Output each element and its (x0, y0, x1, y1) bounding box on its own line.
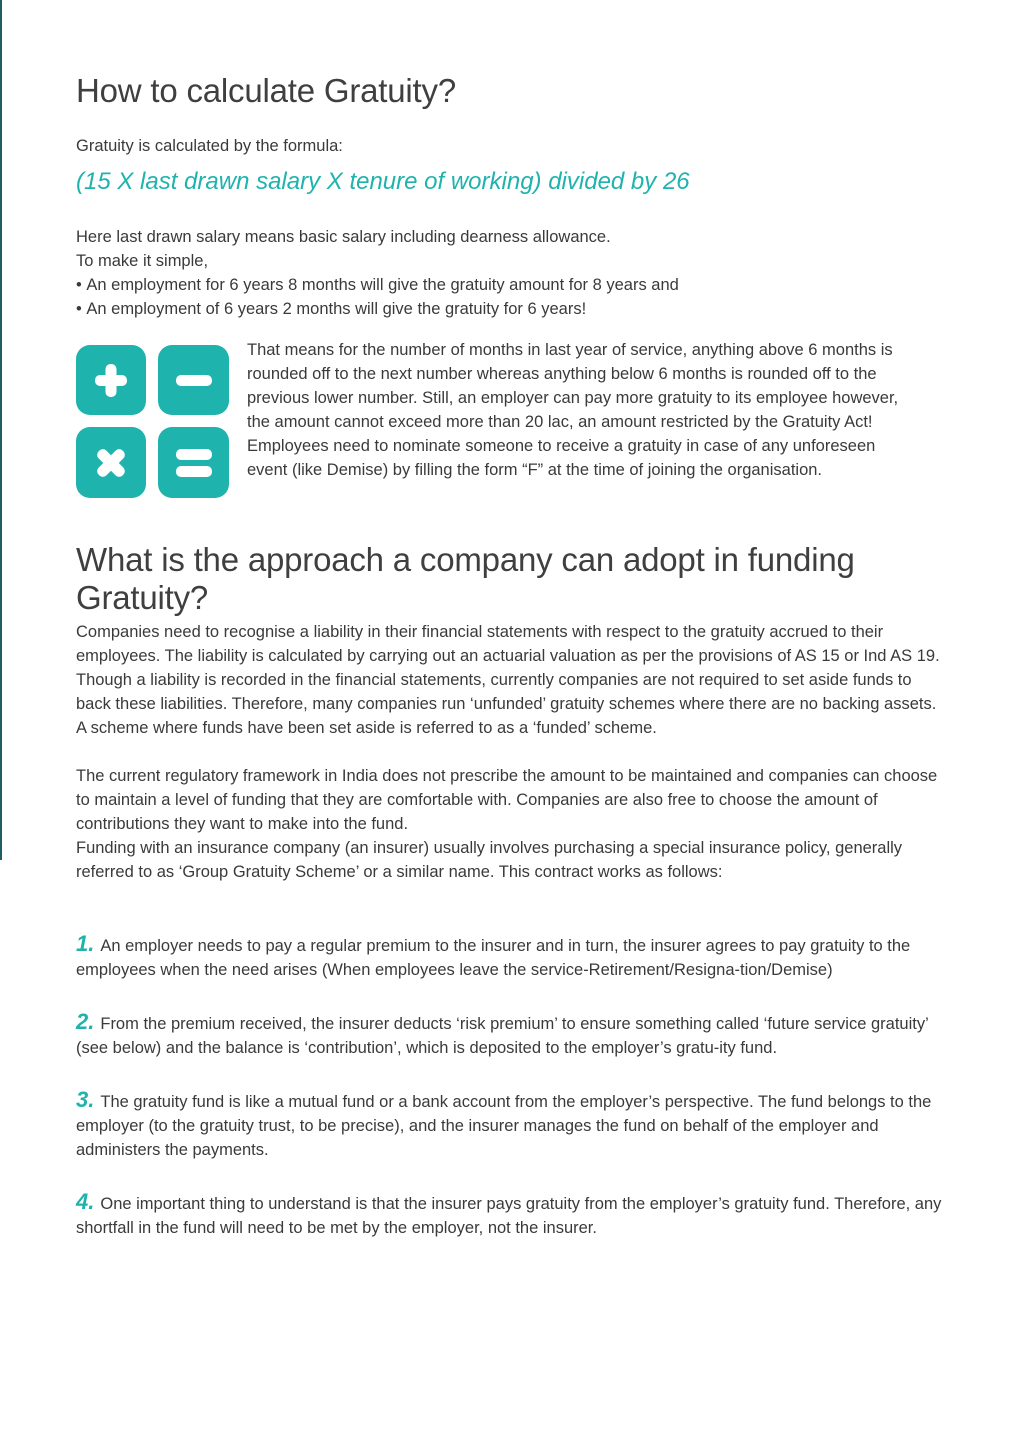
contract-steps (76, 932, 944, 1268)
step-text: From the premium received, the insurer deducts ‘risk premium’ to ensure something called ‘future service gratuity’ (see below) and the balance is ‘contribution’, which is deposited to the employer’s gratu-ity fund. (76, 1015, 929, 1057)
page-edge-rule (0, 0, 2, 860)
funding-body (76, 620, 944, 884)
list-item (76, 932, 944, 982)
formula-intro: Gratuity is calculated by the formula: (76, 137, 343, 155)
step-number: 1. (76, 931, 95, 956)
section-title-calculate: How to calculate Gratuity? (76, 72, 456, 109)
gratuity-formula: (15 X last drawn salary X tenure of working) divided by 26 (76, 168, 690, 195)
list-item (76, 1010, 944, 1060)
step-number: 3. (76, 1087, 95, 1112)
step-text: An employer needs to pay a regular premium to the insurer and in turn, the insurer agrees to pay gratuity to the employees when the need arises (When employees leave the service-Retirement/Resigna-tion/Demise) (76, 937, 911, 979)
list-item (76, 1190, 944, 1240)
insurer-paragraph: Funding with an insurance company (an insurer) usually involves purchasing a special insurance policy, generally referred to as ‘Group Gratuity Scheme’ or a similar name. This contract works as follows: (76, 839, 903, 881)
section-title-funding: What is the approach a company can adopt in funding Gratuity? (76, 541, 855, 616)
example-list (76, 273, 679, 321)
list-item: • An employment of 6 years 2 months will give the gratuity for 6 years! (76, 297, 679, 321)
formula-explanation (76, 225, 679, 321)
step-text: The gratuity fund is like a mutual fund or a bank account from the employer’s perspective. The fund belongs to the employer (to the gratuity trust, to be precise), and the insurer manages the fund on behalf of the employer and administers the payments. (76, 1093, 932, 1159)
calculator-icon (76, 345, 229, 498)
simple-lead: To make it simple, (76, 252, 209, 270)
step-text: One important thing to understand is that the insurer pays gratuity from the employer’s gratuity fund. Therefore, any shortfall in the fund will need to be met by the employer, not the insurer. (76, 1195, 942, 1237)
list-item (76, 1088, 944, 1162)
list-item: • An employment for 6 years 8 months will give the gratuity amount for 8 years and (76, 273, 679, 297)
liability-paragraph: Companies need to recognise a liability in their financial statements with respect to the gratuity accrued to their employees. The liability is calculated by carrying out an actuarial valuation as per the provisions of AS 15 or Ind AS 19. Though a liability is recorded in the financial statements, currently companies are not required to set aside funds to back these liabilities. Therefore, many companies run ‘unfunded’ gratuity schemes where there are no backing assets. A scheme where funds have been set aside is referred to as a ‘funded’ scheme. (76, 623, 940, 737)
rounding-paragraph: That means for the number of months in last year of service, anything above 6 months is rounded off to the next number whereas anything below 6 months is rounded off to the previous lower number. Still, an employer can pay more gratuity to its employee however, the amount cannot exceed more than 20 lac, an amount restricted by the Gratuity Act! Employees need to nominate someone to receive a gratuity in case of any unforeseen event (like Demise) by filling the form “F” at the time of joining the organisation. (247, 341, 899, 479)
regulatory-paragraph: The current regulatory framework in India does not prescribe the amount to be maintained and companies can choose to maintain a level of funding that they are comfortable with. Companies are also free to choose the amount of contributions they want to make into the fund. (76, 767, 938, 833)
salary-definition: Here last drawn salary means basic salary including dearness allowance. (76, 228, 611, 246)
step-number: 2. (76, 1009, 95, 1034)
step-number: 4. (76, 1189, 95, 1214)
